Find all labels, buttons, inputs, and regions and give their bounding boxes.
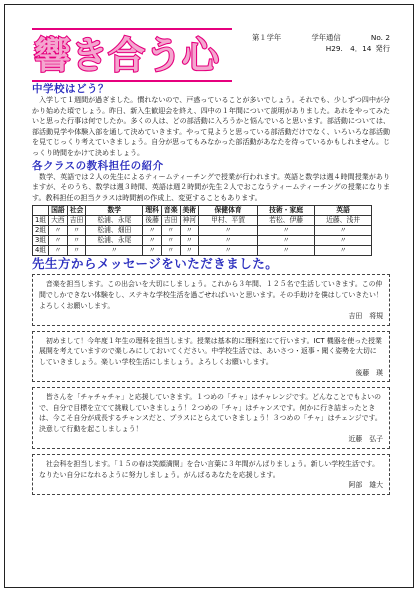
grade-label: 第１学年 (252, 33, 282, 42)
newsletter-title-logo (32, 28, 232, 82)
table-header-cell: 英語 (315, 206, 372, 216)
table-header-cell: 国語 (49, 206, 68, 216)
table-cell: 松浦、畑田 (86, 226, 143, 236)
table-cell: 大西 (49, 216, 68, 226)
message-body: 初めまして！今年度１年生の理科を担当します。授業は基本的に理科室にて行います。ICT 機器を使った授業展開を考えていますので楽しみにしておいてください。中学校生活では、あいさつ・返事・聞く姿勢を大切にしていきましょう。楽しい学校生活にしましょう。よろしくお願いします。 (39, 336, 382, 366)
table-cell: 2組 (33, 226, 49, 236)
table-header-cell: 社会 (67, 206, 86, 216)
teacher-message-box (32, 331, 390, 382)
table-cell: 〃 (49, 236, 68, 246)
table-cell: 〃 (199, 246, 258, 256)
message-body: 社会科を担当します。「１５の春は笑顔満開」を合い言葉に３年間がんばりましょう。新しい学校生活です。なりたい自分になれるように努力しましょう。がんばるあなたを応援します。 (39, 460, 379, 479)
message-signature: 近藤 弘子 (348, 435, 383, 444)
table-cell: 〃 (161, 246, 180, 256)
table-cell: 〃 (199, 236, 258, 246)
issued-label: 発行 (375, 44, 390, 53)
table-cell: 松浦、永尾 (86, 216, 143, 226)
newsletter-type: 学年通信 (311, 33, 341, 42)
newsletter-header (32, 28, 390, 83)
table-cell: 3組 (33, 236, 49, 246)
table-cell: 〃 (199, 226, 258, 236)
message-signature: 阿部 雄大 (348, 481, 383, 490)
table-cell: 神河 (180, 216, 199, 226)
section-heading-teachers: 各クラスの教科担任の紹介 (32, 159, 164, 172)
table-cell: 〃 (315, 236, 372, 246)
table-cell: 近藤、浅井 (315, 216, 372, 226)
table-header-cell (33, 206, 49, 216)
table-cell: 4組 (33, 246, 49, 256)
table-row (33, 246, 372, 256)
table-cell: 〃 (180, 246, 199, 256)
subject-teacher-table (32, 205, 372, 256)
message-signature: 吉田 将規 (348, 312, 383, 321)
table-header-cell: 保健体育 (199, 206, 258, 216)
table-cell: 甲村、平賀 (199, 216, 258, 226)
table-cell: 〃 (258, 226, 315, 236)
issue-number: No. 2 (370, 33, 390, 42)
table-cell: 〃 (315, 226, 372, 236)
issue-info (252, 32, 390, 54)
table-cell: 〃 (161, 236, 180, 246)
table-header-row (33, 206, 372, 216)
table-row (33, 236, 372, 246)
table-cell: 〃 (180, 236, 199, 246)
table-header-cell: 技術・家庭 (258, 206, 315, 216)
table-header-cell: 理科 (143, 206, 162, 216)
table-cell: 〃 (143, 236, 162, 246)
message-body: 皆さんを「チャチャチャ」と応援していきます。１つめの「チャ」はチャレンジです。どんなことでもよいので、自分で目標を立てて挑戦していきましょう！２つめの「チャ」はチャンスです。何かに行き詰まったときは、今こそ自分が成長するチャンスだと、プラスにとらえていきましょう！３つめの「チャ」はチェンジです。決意して行動を起こしましょう！ (39, 393, 382, 433)
table-cell: 吉田 (161, 216, 180, 226)
table-cell: 〃 (161, 226, 180, 236)
teacher-message-box (32, 274, 390, 325)
section-heading-messages: 先生方からメッセージをいただきました。 (32, 256, 279, 272)
table-cell: 〃 (143, 246, 162, 256)
section-body-teachers: 数学、英語では２人の先生によるティームティーチングで授業が行われます。英語と数学は週４時間授業がありますが、そのうち、数学は週３時間、英語は週２時間が先生２人でおこなうティームティーチングの授業になります。教科担任の担当クラスは時間割の作成上、変更することもあります。 (32, 172, 390, 202)
table-cell: 〃 (67, 226, 86, 236)
table-cell: 〃 (258, 246, 315, 256)
table-cell: 〃 (315, 246, 372, 256)
table-row (33, 226, 372, 236)
teacher-message-box (32, 454, 390, 495)
table-cell: 〃 (49, 226, 68, 236)
newsletter-body (32, 28, 390, 495)
table-cell: 〃 (67, 236, 86, 246)
table-cell: 〃 (180, 226, 199, 236)
teacher-message-box (32, 387, 390, 449)
newsletter-page (4, 4, 414, 588)
message-body: 音楽を担当します。この出会いを大切にしましょう。これから３年間、１２５名で生活していきます。この仲間でしかできない体験をし、ステキな学校生活を過ごせればいいと思います。その手助けを僕はしていきたい！よろしくお願いします。 (39, 280, 383, 310)
table-header-cell: 数学 (86, 206, 143, 216)
table-cell: 〃 (143, 226, 162, 236)
table-cell: 〃 (67, 246, 86, 256)
table-cell: 〃 (49, 246, 68, 256)
table-header-cell: 音楽 (161, 206, 180, 216)
table-header-cell: 美術 (180, 206, 199, 216)
title-text: 響き合う心 (34, 34, 219, 76)
table-cell: 〃 (86, 246, 143, 256)
table-cell: 松浦、永尾 (86, 236, 143, 246)
table-row (33, 216, 372, 226)
table-cell: 吉田 (67, 216, 86, 226)
table-cell: 若松、伊藤 (258, 216, 315, 226)
table-cell: 1組 (33, 216, 49, 226)
table-cell: 後藤 (143, 216, 162, 226)
message-signature: 後藤 瑛 (355, 368, 383, 377)
section-heading-junior-high: 中学校はどう？ (32, 83, 109, 95)
section-body-junior-high: 入学して１週間が過ぎました。慣れないので、戸惑っていることが多いでしょう。それでも、少しずつ四中が分かり始めた頃でしょう。昨日、新入生歓迎会を終え、四中の１年間について説明がありました。あれをやってみたいと思った行事は何でしたか。多くの人は、どの部活動に入ろうかと悩んでいると思います。部活動については、部活動見学や体験入部を通して決めていきます。やって見ようと思っている部活動だけでなく、いろいろな部活動を見てじっくり考えていきましょう。自分が思ってもみなかった部活動があなたを待っているかもしれません。じっくり時間をかけて決めましょう。 (32, 96, 390, 157)
table-cell: 〃 (258, 236, 315, 246)
issue-date: H29. 4．14 (325, 44, 372, 53)
